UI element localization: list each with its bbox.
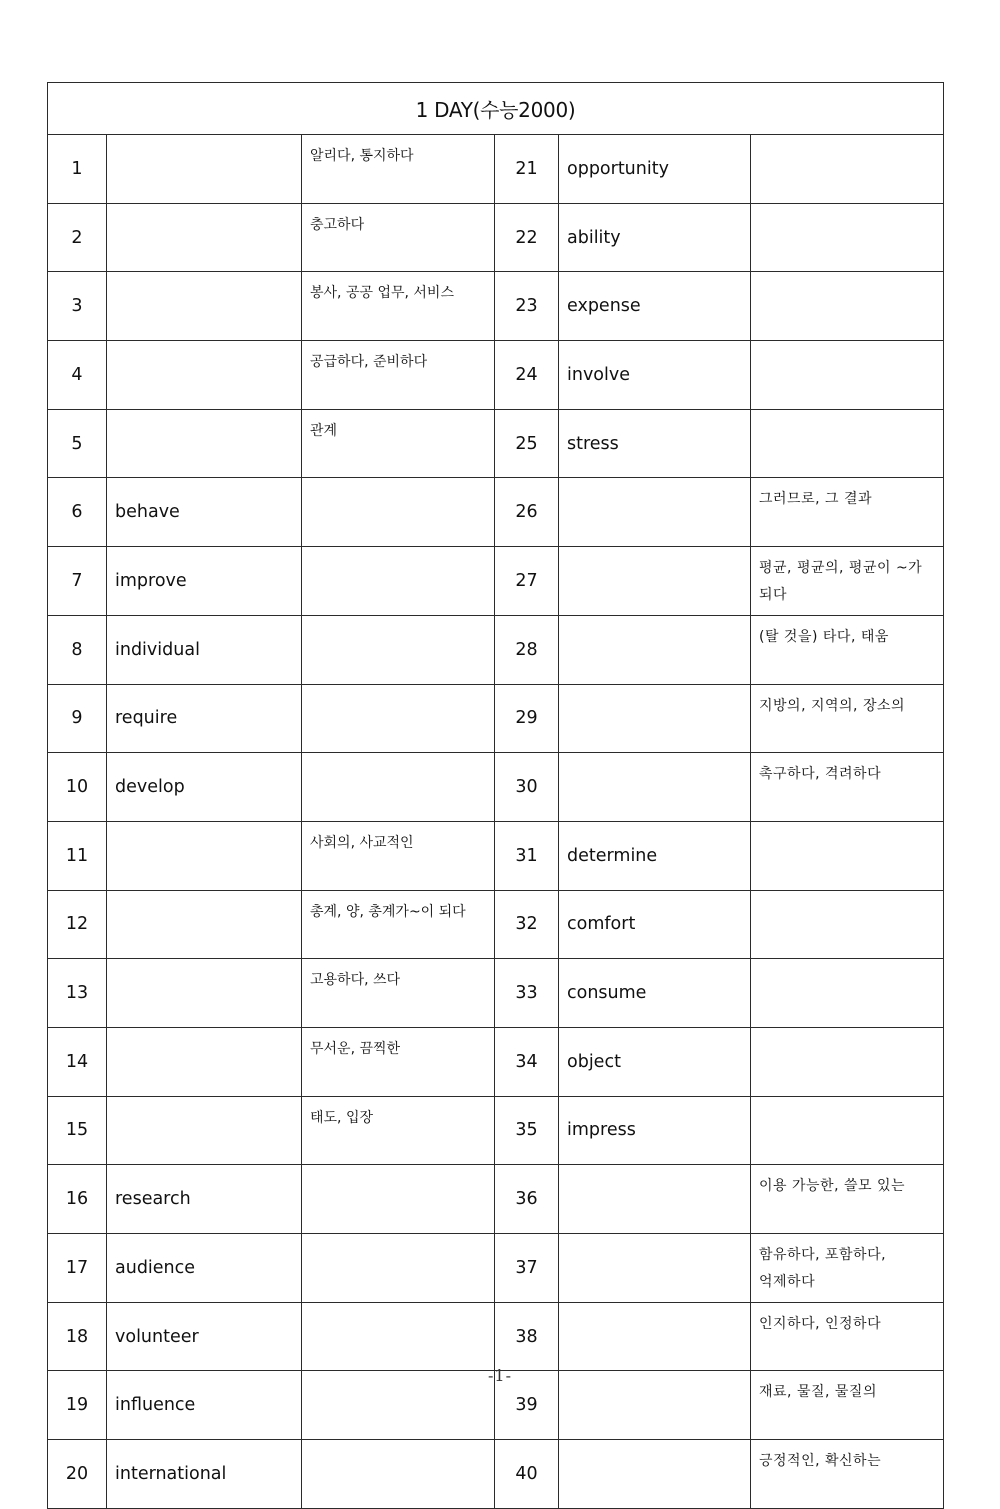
table-row [48,547,944,616]
table-row [48,478,944,547]
left-word-cell [107,1027,302,1096]
left-word-cell: international [107,1440,302,1509]
left-word-cell [107,959,302,1028]
right-number-cell: 27 [495,547,559,616]
right-number-cell: 26 [495,478,559,547]
right-word-cell: comfort [559,890,751,959]
left-word-cell: require [107,684,302,753]
table-row [48,684,944,753]
right-number-cell: 31 [495,821,559,890]
right-word-cell: impress [559,1096,751,1165]
right-number-cell: 39 [495,1371,559,1440]
right-word-cell [559,547,751,616]
left-meaning-cell [302,547,495,616]
right-meaning-cell: 평균, 평균의, 평균이 ~가 되다 [751,547,944,616]
right-meaning-cell: 함유하다, 포함하다, 억제하다 [751,1234,944,1303]
left-meaning-cell [302,684,495,753]
left-number-cell: 2 [48,203,107,272]
table-row [48,1027,944,1096]
right-word-cell: stress [559,409,751,478]
left-word-cell: improve [107,547,302,616]
table-row [48,959,944,1028]
table-row [48,890,944,959]
left-number-cell: 9 [48,684,107,753]
left-word-cell: behave [107,478,302,547]
table-row [48,203,944,272]
right-meaning-cell: 이용 가능한, 쓸모 있는 [751,1165,944,1234]
left-number-cell: 19 [48,1371,107,1440]
left-word-cell: research [107,1165,302,1234]
table-row [48,753,944,822]
right-word-cell [559,1165,751,1234]
right-number-cell: 28 [495,615,559,684]
right-word-cell [559,1234,751,1303]
right-number-cell: 32 [495,890,559,959]
left-number-cell: 20 [48,1440,107,1509]
left-meaning-cell: 총계, 양, 총계가~이 되다 [302,890,495,959]
right-number-cell: 40 [495,1440,559,1509]
left-number-cell: 4 [48,341,107,410]
left-meaning-cell [302,1165,495,1234]
left-number-cell: 17 [48,1234,107,1303]
left-meaning-cell [302,753,495,822]
right-word-cell: opportunity [559,135,751,204]
left-meaning-cell [302,615,495,684]
right-word-cell: involve [559,341,751,410]
left-number-cell: 18 [48,1302,107,1371]
title-row [48,83,944,135]
left-meaning-cell [302,1302,495,1371]
right-meaning-cell: 촉구하다, 격려하다 [751,753,944,822]
worksheet-title: 1 DAY(수능2000) [48,83,944,135]
right-number-cell: 29 [495,684,559,753]
left-word-cell: influence [107,1371,302,1440]
table-row [48,821,944,890]
table-row [48,341,944,410]
table-row [48,135,944,204]
right-word-cell [559,478,751,547]
table-row [48,1096,944,1165]
left-word-cell [107,341,302,410]
right-meaning-cell [751,341,944,410]
left-word-cell [107,890,302,959]
table-row [48,1440,944,1509]
left-meaning-cell [302,1440,495,1509]
left-word-cell [107,272,302,341]
left-number-cell: 10 [48,753,107,822]
right-number-cell: 38 [495,1302,559,1371]
right-meaning-cell: 재료, 물질, 물질의 [751,1371,944,1440]
right-number-cell: 33 [495,959,559,1028]
right-meaning-cell: 그러므로, 그 결과 [751,478,944,547]
right-meaning-cell [751,821,944,890]
left-number-cell: 11 [48,821,107,890]
left-number-cell: 3 [48,272,107,341]
right-number-cell: 36 [495,1165,559,1234]
table-row [48,409,944,478]
table-row [48,615,944,684]
left-meaning-cell: 공급하다, 준비하다 [302,341,495,410]
left-meaning-cell: 충고하다 [302,203,495,272]
left-word-cell [107,821,302,890]
page-number: -1- [488,1366,512,1385]
left-word-cell [107,203,302,272]
left-number-cell: 14 [48,1027,107,1096]
left-word-cell: develop [107,753,302,822]
right-meaning-cell [751,959,944,1028]
right-word-cell [559,684,751,753]
left-number-cell: 6 [48,478,107,547]
left-meaning-cell: 무서운, 끔찍한 [302,1027,495,1096]
right-word-cell [559,1440,751,1509]
right-number-cell: 34 [495,1027,559,1096]
right-word-cell: expense [559,272,751,341]
left-meaning-cell [302,1234,495,1303]
left-number-cell: 8 [48,615,107,684]
left-meaning-cell: 관계 [302,409,495,478]
right-number-cell: 24 [495,341,559,410]
vocabulary-table [47,82,944,1509]
left-word-cell [107,409,302,478]
right-word-cell: determine [559,821,751,890]
left-meaning-cell: 태도, 입장 [302,1096,495,1165]
table-row [48,1234,944,1303]
right-meaning-cell: 지방의, 지역의, 장소의 [751,684,944,753]
table-row [48,1302,944,1371]
right-word-cell: consume [559,959,751,1028]
left-number-cell: 1 [48,135,107,204]
right-meaning-cell: (탈 것을) 타다, 태움 [751,615,944,684]
right-number-cell: 22 [495,203,559,272]
left-number-cell: 13 [48,959,107,1028]
right-meaning-cell [751,890,944,959]
right-word-cell: object [559,1027,751,1096]
left-meaning-cell: 사회의, 사교적인 [302,821,495,890]
table-row [48,272,944,341]
left-number-cell: 7 [48,547,107,616]
left-number-cell: 12 [48,890,107,959]
right-word-cell [559,1302,751,1371]
right-meaning-cell [751,135,944,204]
right-number-cell: 25 [495,409,559,478]
right-word-cell [559,753,751,822]
right-number-cell: 30 [495,753,559,822]
right-number-cell: 37 [495,1234,559,1303]
right-meaning-cell [751,409,944,478]
left-meaning-cell [302,478,495,547]
right-word-cell: ability [559,203,751,272]
left-word-cell: volunteer [107,1302,302,1371]
right-meaning-cell [751,1027,944,1096]
right-word-cell [559,615,751,684]
right-meaning-cell [751,272,944,341]
right-meaning-cell: 인지하다, 인정하다 [751,1302,944,1371]
right-number-cell: 35 [495,1096,559,1165]
left-meaning-cell: 고용하다, 쓰다 [302,959,495,1028]
left-word-cell [107,135,302,204]
left-meaning-cell: 봉사, 공공 업무, 서비스 [302,272,495,341]
left-word-cell [107,1096,302,1165]
table-row [48,1165,944,1234]
left-word-cell: individual [107,615,302,684]
left-word-cell: audience [107,1234,302,1303]
right-meaning-cell [751,203,944,272]
right-meaning-cell: 긍정적인, 확신하는 [751,1440,944,1509]
left-number-cell: 16 [48,1165,107,1234]
right-number-cell: 21 [495,135,559,204]
right-meaning-cell [751,1096,944,1165]
left-number-cell: 5 [48,409,107,478]
left-number-cell: 15 [48,1096,107,1165]
right-number-cell: 23 [495,272,559,341]
left-meaning-cell: 알리다, 통지하다 [302,135,495,204]
